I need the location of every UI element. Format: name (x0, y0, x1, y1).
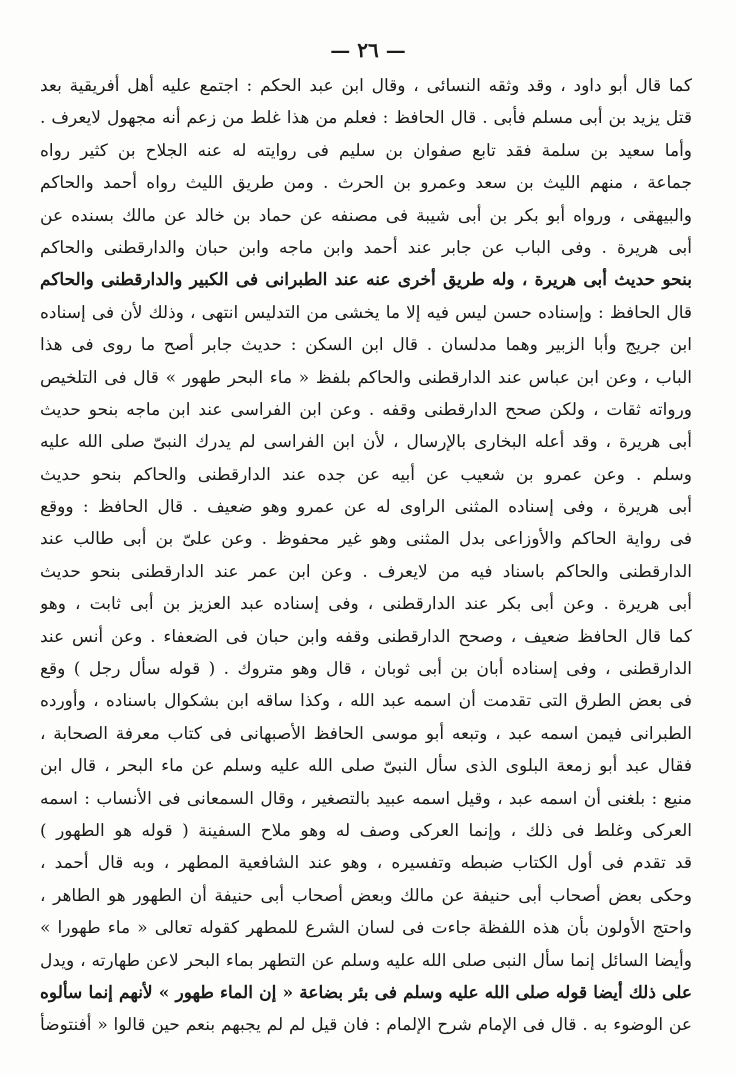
text-line: كما قال أبو داود ، وقد وثقه النسائى ، وقال ابن عبد الحكم : اجتمع عليه أهل أفريقية بعد (40, 76, 692, 96)
text-line: أبى هريرة . وفى الباب عن جابر عند أحمد وابن ماجه وابن حبان والدارقطنى والحاكم (40, 237, 692, 258)
text-line: قال الحافظ : وإسناده حسن ليس فيه إلا ما يخشى من التدليس انتهى ، وذلك لأن فى إسناده (40, 302, 692, 323)
text-line: وأما سعيد بن سلمة فقد تابع صفوان بن سليم فى روايته له عنه الجلاح بن كثير رواه (40, 140, 692, 161)
text-line: قتل يزيد بن أبى مسلم فأبى . قال الحافظ : فعلم من هذا غلط من زعم أنه مجهول لايعرف . (40, 108, 692, 129)
text-line: قد تقدم فى أول الكتاب ضبطه وتفسيره ، وهو عند الشافعية المطهر ، وبه قال أحمد ، (40, 853, 692, 874)
text-line: فقال عبد أبو زمعة البلوى الذى سأل النبىّ صلى الله عليه وسلم عن ماء البحر ، قال ابن (40, 756, 692, 777)
text-line: بنحو حديث أبى هريرة ، وله طريق أخرى عنه عند الطبرانى فى الكبير والدارقطنى والحاكم (40, 270, 692, 291)
text-line: والبيهقى ، ورواه أبو بكر بن أبى شيبة فى مصنفه عن حماد بن خالد عن مالك بسنده عن (40, 205, 692, 226)
text-line: الدارقطنى والحاكم باسناد فيه من لايعرف . وعن ابن عمر عند الدارقطنى بنحو حديث (40, 561, 692, 582)
text-line: واحتج الأولون بأن هذه اللفظة جاءت فى لسان الشرع للمطهر كقوله تعالى « ماء طهورا » (40, 918, 692, 939)
text-line: فى بعض الطرق التى تقدمت أن اسمه عبد الله ، وكذا ساقه ابن بشكوال باسناده ، وأورده (40, 691, 692, 712)
page-number: — ٢٦ — (330, 38, 406, 62)
text-line: وأيضا السائل إنما سأل النبى صلى الله عليه وسلم عن التطهر بماء البحر لاعن طهارته ، ويدل (40, 950, 692, 971)
text-line: على ذلك أيضا قوله صلى الله عليه وسلم فى بئر بضاعة « إن الماء طهور » لأنهم إنما سألوه (40, 982, 692, 1003)
text-line: العركى وغلط فى ذلك ، وإنما العركى وصف له وهو ملاح السفينة ( قوله هو الطهور ) (40, 820, 692, 841)
text-line: الدارقطنى ، وفى إسناده أبان بن أبى ثوبان ، قال وهو متروك . ( قوله سأل رجل ) وقع (40, 659, 692, 680)
text-line: أبى هريرة ، وقد أعله البخارى بالإرسال ، لأن ابن الفراسى لم يدرك النبىّ صلى الله عليه (40, 432, 692, 453)
text-line: ورواته ثقات ، ولكن صحح الدارقطنى وقفه . وعن ابن الفراسى عند ابن ماجه بنحو حديث (40, 399, 692, 420)
text-line: عن الوضوء به . قال فى الإمام شرح الإلمام : فان قيل لم لم يجبهم بنعم حين قالوا « أفنتوضأ (40, 1015, 692, 1036)
text-line: أبى هريرة . وعن أبى بكر عند الدارقطنى ، وفى إسناده عبد العزيز بن أبى ثابت ، وهو (40, 594, 692, 615)
text-line: كما قال الحافظ ضعيف ، وصحح الدارقطنى وقفه وابن حبان فى الضعفاء . وعن أنس عند (40, 626, 692, 647)
text-line: فى رواية الحاكم والأوزاعى بدل المثنى وهو غير محفوظ . وعن علىّ بن أبى طالب عند (40, 529, 692, 550)
text-line: وسلم . وعن عمرو بن شعيب عن أبيه عن جده عند الدارقطنى والحاكم بنحو حديث (40, 464, 692, 485)
text-line: منيع : بلغنى أن اسمه عبد ، وقيل اسمه عبيد بالتصغير ، وقال السمعانى فى الأنساب : اسمه (40, 788, 692, 809)
text-line: الطبرانى فيمن اسمه عبد ، وتبعه أبو موسى الحافظ الأصبهانى فى كتاب معرفة الصحابة ، (40, 723, 692, 744)
text-line: ابن جريج وأبا الزبير وهما مدلسان . قال ابن السكن : حديث جابر أصح ما روى فى هذا (40, 335, 692, 356)
body-text (40, 70, 692, 1042)
text-line: أبى هريرة ، وفى إسناده المثنى الراوى له عن عمرو وهو ضعيف . قال الحافظ : ووقع (40, 497, 692, 518)
text-line: وحكى بعض أصحاب أبى حنيفة عن مالك وبعض أصحاب أبى حنيفة أن الطهور هو الطاهر ، (40, 885, 692, 906)
text-line: الباب ، وعن ابن عباس عند الدارقطنى والحاكم بلفظ « ماء البحر طهور » قال فى التلخيص (40, 367, 692, 388)
text-line: جماعة ، منهم الليث بن سعد وعمرو بن الحرث . ومن طريق الليث رواه أحمد والحاكم (40, 173, 692, 194)
